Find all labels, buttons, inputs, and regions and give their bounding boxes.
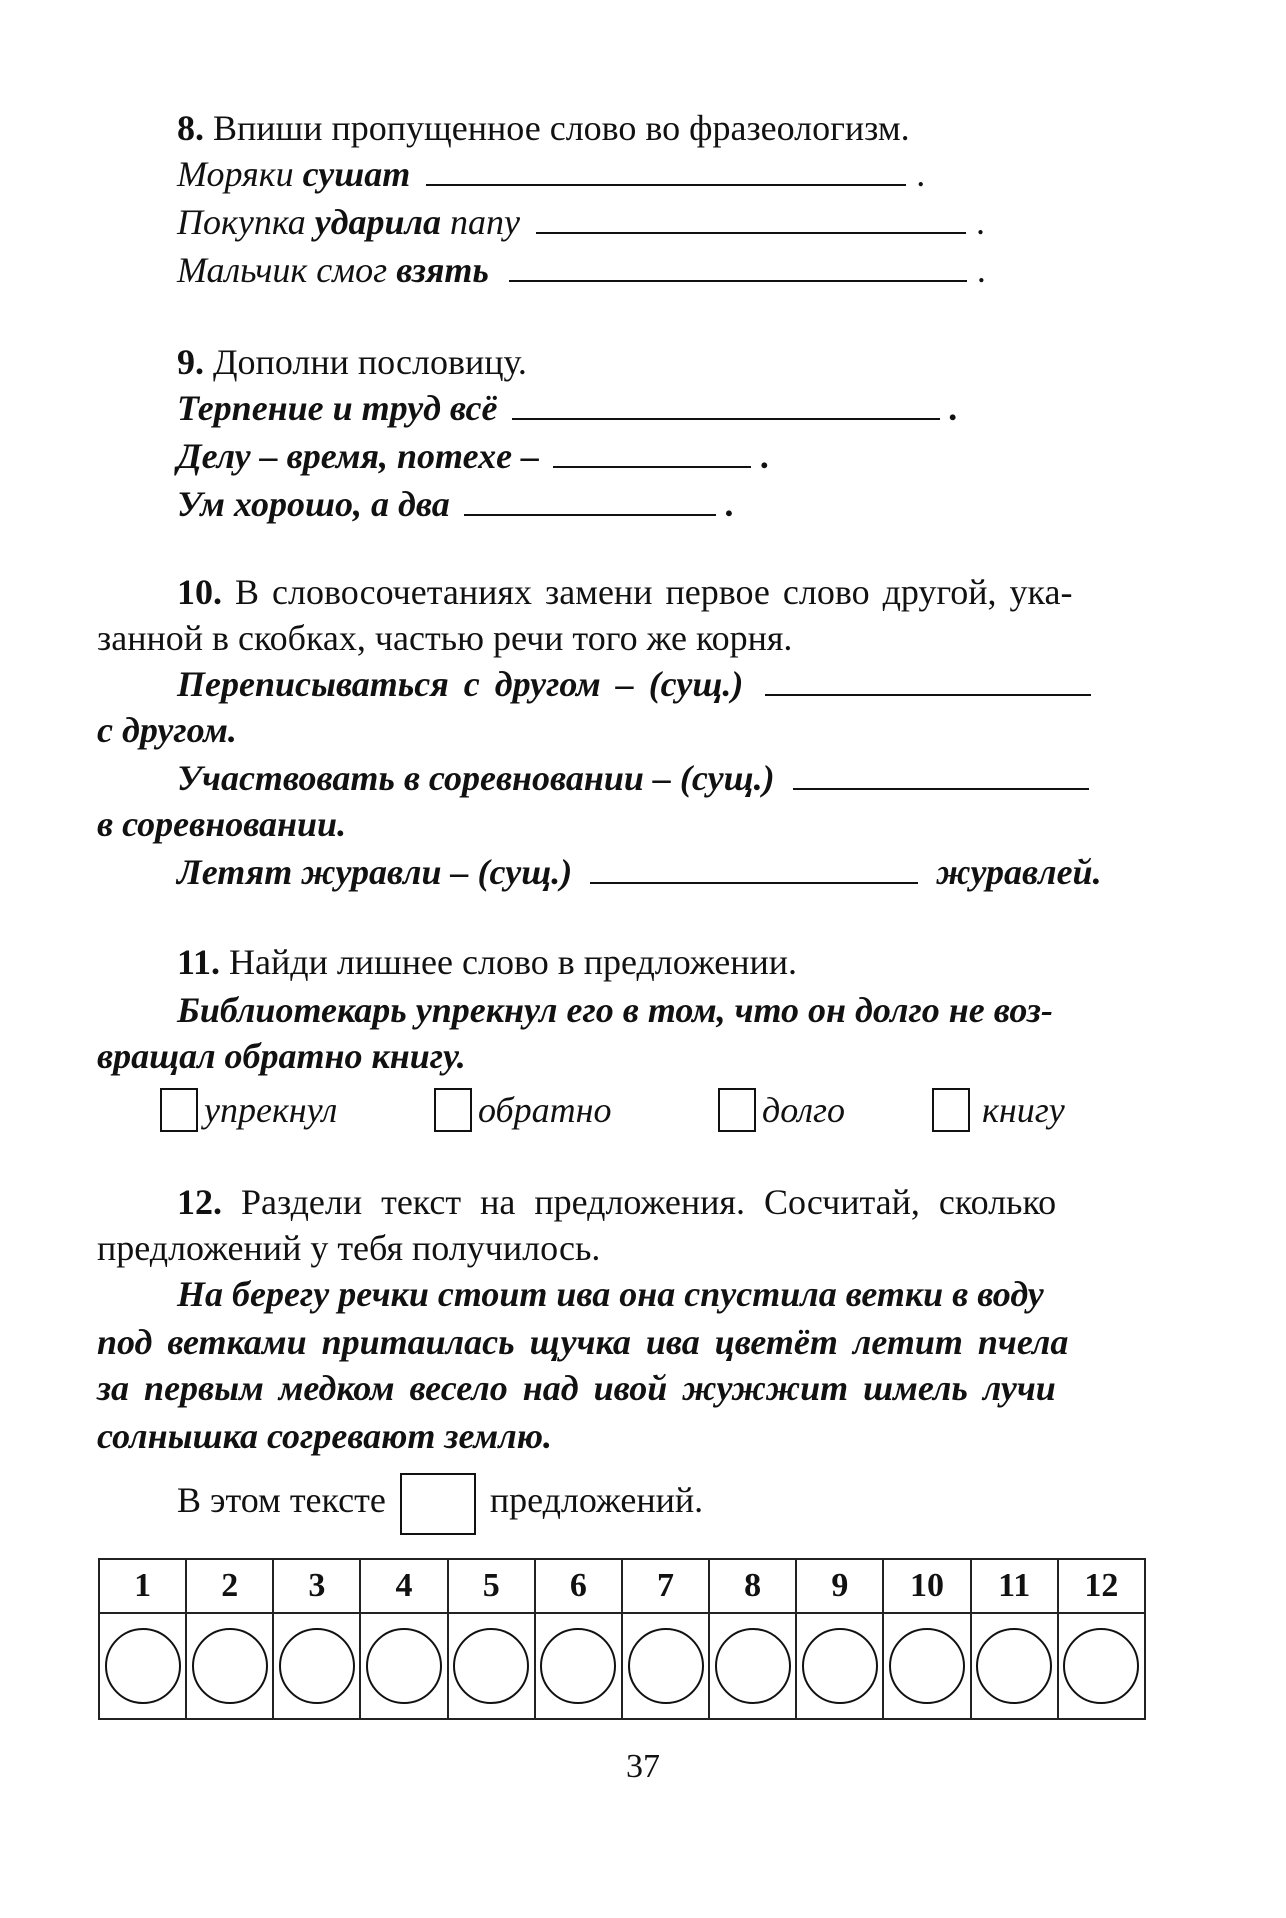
answer-circle[interactable] — [1063, 1628, 1139, 1704]
answer-blank[interactable] — [765, 666, 1091, 696]
task11-sentence-1: Библиотекарь упрекнул его в том, что он долго не воз- — [177, 990, 1053, 1030]
checkbox[interactable] — [160, 1088, 198, 1132]
task12-answer-line: В этом тексте предложений. — [0, 1468, 1286, 1535]
answer-circle[interactable] — [540, 1628, 616, 1704]
option-1[interactable]: упрекнул — [160, 1085, 337, 1135]
grid-number: 1 — [99, 1559, 186, 1613]
task10-line-1-cont: с другом. — [97, 710, 237, 750]
page-number: 37 — [626, 1748, 660, 1785]
option-4[interactable]: книгу — [932, 1085, 1065, 1135]
task9-line-3: Ум хорошо, а два . — [177, 484, 735, 524]
answer-grid — [98, 1558, 1146, 1720]
answer-circle[interactable] — [715, 1628, 791, 1704]
grid-cell — [883, 1613, 970, 1719]
answer-circle[interactable] — [802, 1628, 878, 1704]
grid-number: 2 — [186, 1559, 273, 1613]
grid-cell — [796, 1613, 883, 1719]
answer-circle[interactable] — [889, 1628, 965, 1704]
grid-cell — [448, 1613, 535, 1719]
answer-circle[interactable] — [192, 1628, 268, 1704]
answer-blank[interactable] — [464, 486, 716, 516]
answer-circle[interactable] — [279, 1628, 355, 1704]
grid-number: 4 — [360, 1559, 447, 1613]
answer-blank[interactable] — [590, 854, 918, 884]
checkbox[interactable] — [434, 1088, 472, 1132]
grid-number: 6 — [535, 1559, 622, 1613]
option-3[interactable]: долго — [718, 1085, 845, 1135]
answer-blank[interactable] — [509, 252, 967, 282]
grid-cell — [186, 1613, 273, 1719]
task12-text-3: за первым медком весело над ивой жужжит шмель лучи — [97, 1368, 1056, 1408]
task12-text-1: На берегу речки стоит ива она спустила ветки в воду — [177, 1274, 1044, 1314]
grid-number: 12 — [1058, 1559, 1145, 1613]
task8-line-1: Моряки сушат . — [177, 154, 926, 194]
task10-instruction-cont: занной в скобках, частью речи того же корня. — [97, 618, 793, 658]
task9-line-2: Делу – время, потехе – . — [177, 436, 771, 476]
task10-line-2: Участвовать в соревновании – (сущ.) — [0, 756, 1286, 800]
answer-blank[interactable] — [553, 438, 751, 468]
task10-line-1: Переписываться с другом – (сущ.) — [0, 662, 1286, 706]
grid-number: 9 — [796, 1559, 883, 1613]
task11-sentence-2: вращал обратно книгу. — [97, 1036, 466, 1076]
answer-circle[interactable] — [105, 1628, 181, 1704]
answer-blank[interactable] — [793, 760, 1089, 790]
answer-box[interactable] — [400, 1473, 476, 1535]
answer-blank[interactable] — [536, 204, 966, 234]
grid-cell — [1058, 1613, 1145, 1719]
grid-cell — [360, 1613, 447, 1719]
task9-line-1: Терпение и труд всё . — [177, 388, 959, 428]
task10-line-3: Летят журавли – (сущ.) журавлей. — [177, 852, 1102, 892]
grid-cell — [273, 1613, 360, 1719]
checkbox[interactable] — [932, 1088, 970, 1132]
answer-circle[interactable] — [628, 1628, 704, 1704]
task11-instruction: 11. Найди лишнее слово в предложении. — [177, 942, 798, 982]
grid-cell — [535, 1613, 622, 1719]
checkbox[interactable] — [718, 1088, 756, 1132]
task12-instruction-cont: предложений у тебя получилось. — [97, 1228, 601, 1268]
grid-number: 11 — [971, 1559, 1058, 1613]
task10-line-2-cont: в соревновании. — [97, 804, 347, 844]
task8-instruction: 8. Впиши пропущенное слово во фразеологизм. — [177, 108, 910, 148]
grid-cell — [622, 1613, 709, 1719]
task8-line-3: Мальчик смог взять . — [177, 250, 986, 290]
grid-cell — [709, 1613, 796, 1719]
task12-text-2: под ветками притаилась щучка ива цветёт летит пчела — [97, 1322, 1069, 1362]
grid-number: 5 — [448, 1559, 535, 1613]
grid-number: 7 — [622, 1559, 709, 1613]
answer-circle[interactable] — [453, 1628, 529, 1704]
answer-circle[interactable] — [976, 1628, 1052, 1704]
answer-blank[interactable] — [512, 390, 940, 420]
option-2[interactable]: обратно — [434, 1085, 612, 1135]
task12-instruction: 12. Раздели текст на предложения. Сосчитай, сколько — [177, 1182, 1057, 1222]
task8-line-2: Покупка ударила папу . — [177, 202, 985, 242]
task12-text-4: солнышка согревают землю. — [97, 1416, 552, 1456]
grid-number: 10 — [883, 1559, 970, 1613]
answer-blank[interactable] — [426, 156, 906, 186]
grid-number: 3 — [273, 1559, 360, 1613]
grid-cell — [99, 1613, 186, 1719]
grid-cell — [971, 1613, 1058, 1719]
task9-instruction: 9. Дополни пословицу. — [177, 342, 527, 382]
task10-instruction: 10. В словосочетаниях замени первое слово другой, ука- — [177, 572, 1073, 612]
answer-circle[interactable] — [366, 1628, 442, 1704]
grid-number: 8 — [709, 1559, 796, 1613]
